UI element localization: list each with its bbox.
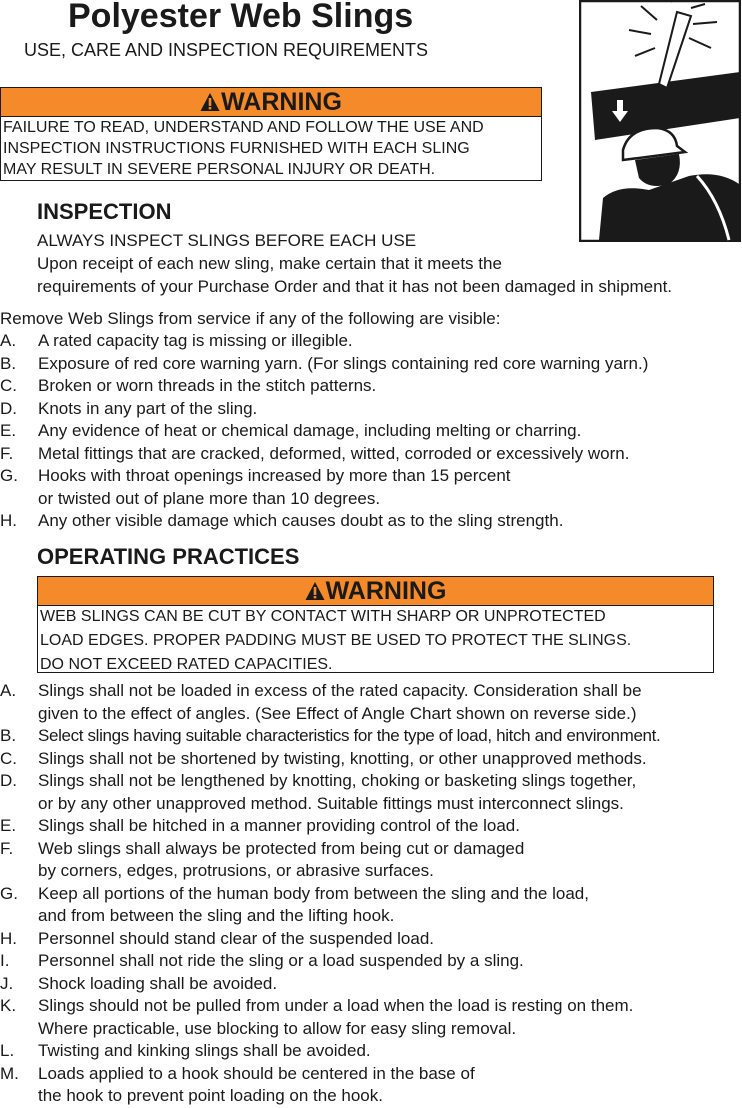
list-item bbox=[0, 443, 742, 466]
list-item bbox=[0, 465, 742, 510]
item-text: given to the effect of angles. (See Effect of Angle Chart shown on reverse side.) bbox=[38, 703, 637, 723]
item-letter: G. bbox=[0, 466, 18, 485]
item-text: A rated capacity tag is missing or illegible. bbox=[38, 331, 353, 350]
page-subtitle: USE, CARE AND INSPECTION REQUIREMENTS bbox=[24, 40, 429, 60]
warning-label: WARNING bbox=[221, 88, 342, 116]
list-item bbox=[0, 838, 742, 883]
inspection-list bbox=[0, 330, 742, 533]
warning-text bbox=[38, 606, 713, 675]
inspection-receipt-line-1: Upon receipt of each new sling, make certain that it meets the bbox=[37, 254, 502, 273]
inspection-always: ALWAYS INSPECT SLINGS BEFORE EACH USE bbox=[37, 231, 417, 250]
warning-header bbox=[38, 577, 713, 606]
list-item bbox=[0, 680, 742, 725]
item-letter: F. bbox=[0, 838, 14, 858]
item-text: Shock loading shall be avoided. bbox=[38, 973, 278, 993]
warning-triangle-icon bbox=[200, 92, 220, 112]
item-letter: G. bbox=[0, 883, 18, 903]
warning-label: WARNING bbox=[325, 577, 447, 605]
item-text: Knots in any part of the sling. bbox=[38, 398, 258, 418]
item-letter: I. bbox=[0, 951, 10, 970]
item-text: Any other visible damage which causes doubt as to the sling strength. bbox=[38, 511, 564, 530]
item-text: Metal fittings that are cracked, deformed, witted, corroded or excessively worn. bbox=[38, 443, 630, 463]
item-text: Slings should not be pulled from under a load when the load is resting on them. bbox=[38, 996, 634, 1015]
list-item bbox=[0, 950, 742, 973]
page-title: Polyester Web Slings bbox=[68, 0, 414, 35]
item-text: Select slings having suitable characteristics for the type of load, hitch and environment. bbox=[38, 726, 661, 745]
item-letter: L. bbox=[0, 1041, 15, 1060]
list-item bbox=[0, 420, 742, 443]
warning-line: WEB SLINGS CAN BE CUT BY CONTACT WITH SHARP OR UNPROTECTED bbox=[40, 608, 606, 625]
item-text: Slings shall not be lengthened by knotting, choking or basketing slings together, bbox=[38, 771, 637, 790]
warning-line: DO NOT EXCEED RATED CAPACITIES. bbox=[40, 656, 333, 673]
warning-header bbox=[1, 88, 541, 117]
item-text: by corners, edges, protrusions, or abrasive surfaces. bbox=[38, 861, 434, 880]
item-letter: C. bbox=[0, 748, 17, 768]
list-item bbox=[0, 398, 742, 421]
item-letter: D. bbox=[0, 398, 17, 418]
item-text: Personnel should stand clear of the suspended load. bbox=[38, 928, 434, 948]
item-text: Twisting and kinking slings shall be avoided. bbox=[38, 1041, 371, 1060]
item-text: or twisted out of plane more than 10 degrees. bbox=[38, 488, 381, 508]
item-text: the hook to prevent point loading on the hook. bbox=[38, 1086, 383, 1105]
list-item bbox=[0, 928, 742, 951]
inspection-heading: INSPECTION bbox=[37, 199, 172, 224]
item-letter: E. bbox=[0, 421, 17, 440]
list-item bbox=[0, 375, 742, 398]
item-letter: M. bbox=[0, 1063, 19, 1083]
item-letter: F. bbox=[0, 443, 14, 463]
warning-line: MAY RESULT IN SEVERE PERSONAL INJURY OR DEATH. bbox=[3, 161, 436, 178]
sling-cut-hazard-icon bbox=[579, 0, 741, 242]
list-item bbox=[0, 995, 742, 1040]
item-letter: H. bbox=[0, 511, 17, 530]
warning-line: FAILURE TO READ, UNDERSTAND AND FOLLOW THE USE AND bbox=[3, 119, 484, 136]
item-text: Where practicable, use blocking to allow for easy sling removal. bbox=[38, 1018, 517, 1038]
item-letter: A. bbox=[0, 681, 17, 700]
list-item bbox=[0, 725, 742, 748]
item-text: Personnel shall not ride the sling or a load suspended by a sling. bbox=[38, 951, 524, 970]
list-item bbox=[0, 330, 742, 353]
item-text: Slings shall be hitched in a manner providing control of the load. bbox=[38, 816, 520, 835]
warning-line: INSPECTION INSTRUCTIONS FURNISHED WITH EACH SLING bbox=[3, 140, 470, 157]
warning-line: LOAD EDGES. PROPER PADDING MUST BE USED TO PROTECT THE SLINGS. bbox=[40, 632, 632, 649]
list-item bbox=[0, 770, 742, 815]
item-letter: B. bbox=[0, 353, 17, 373]
list-item bbox=[0, 815, 742, 838]
warning-text bbox=[1, 117, 541, 180]
item-letter: D. bbox=[0, 771, 17, 790]
item-text: Broken or worn threads in the stitch patterns. bbox=[38, 376, 377, 395]
item-text: Exposure of red core warning yarn. (For slings containing red core warning yarn.) bbox=[38, 353, 649, 373]
item-letter: J. bbox=[0, 973, 14, 993]
list-item bbox=[0, 1063, 742, 1108]
item-text: Hooks with throat openings increased by more than 15 percent bbox=[38, 466, 511, 485]
item-letter: A. bbox=[0, 331, 17, 350]
item-text: or by any other unapproved method. Suitable fittings must interconnect slings. bbox=[38, 793, 624, 813]
list-item bbox=[0, 1040, 742, 1063]
operating-heading: OPERATING PRACTICES bbox=[37, 544, 300, 569]
list-item bbox=[0, 353, 742, 376]
list-item bbox=[0, 883, 742, 928]
item-text: Keep all portions of the human body from between the sling and the load, bbox=[38, 883, 589, 903]
item-text: Loads applied to a hook should be centered in the base of bbox=[38, 1063, 475, 1083]
warning-box-failure bbox=[0, 87, 542, 181]
inspection-receipt-line-2: requirements of your Purchase Order and that it has not been damaged in shipment. bbox=[37, 277, 673, 296]
item-letter: K. bbox=[0, 996, 17, 1015]
list-item bbox=[0, 510, 742, 533]
item-text: Slings shall not be loaded in excess of the rated capacity. Consideration shall be bbox=[38, 681, 642, 700]
item-letter: E. bbox=[0, 816, 17, 835]
operating-list bbox=[0, 680, 742, 1108]
list-item bbox=[0, 973, 742, 996]
item-text: Any evidence of heat or chemical damage, including melting or charring. bbox=[38, 421, 582, 440]
warning-triangle-icon bbox=[305, 581, 325, 601]
item-text: and from between the sling and the lifting hook. bbox=[38, 906, 395, 925]
item-letter: C. bbox=[0, 376, 17, 395]
inspection-intro: Remove Web Slings from service if any of the following are visible: bbox=[0, 309, 501, 328]
item-letter: H. bbox=[0, 928, 17, 948]
list-item bbox=[0, 748, 742, 771]
warning-box-cut bbox=[37, 576, 714, 673]
item-letter: B. bbox=[0, 726, 17, 745]
item-text: Web slings shall always be protected from being cut or damaged bbox=[38, 838, 525, 858]
item-text: Slings shall not be shortened by twisting, knotting, or other unapproved methods. bbox=[38, 748, 647, 768]
